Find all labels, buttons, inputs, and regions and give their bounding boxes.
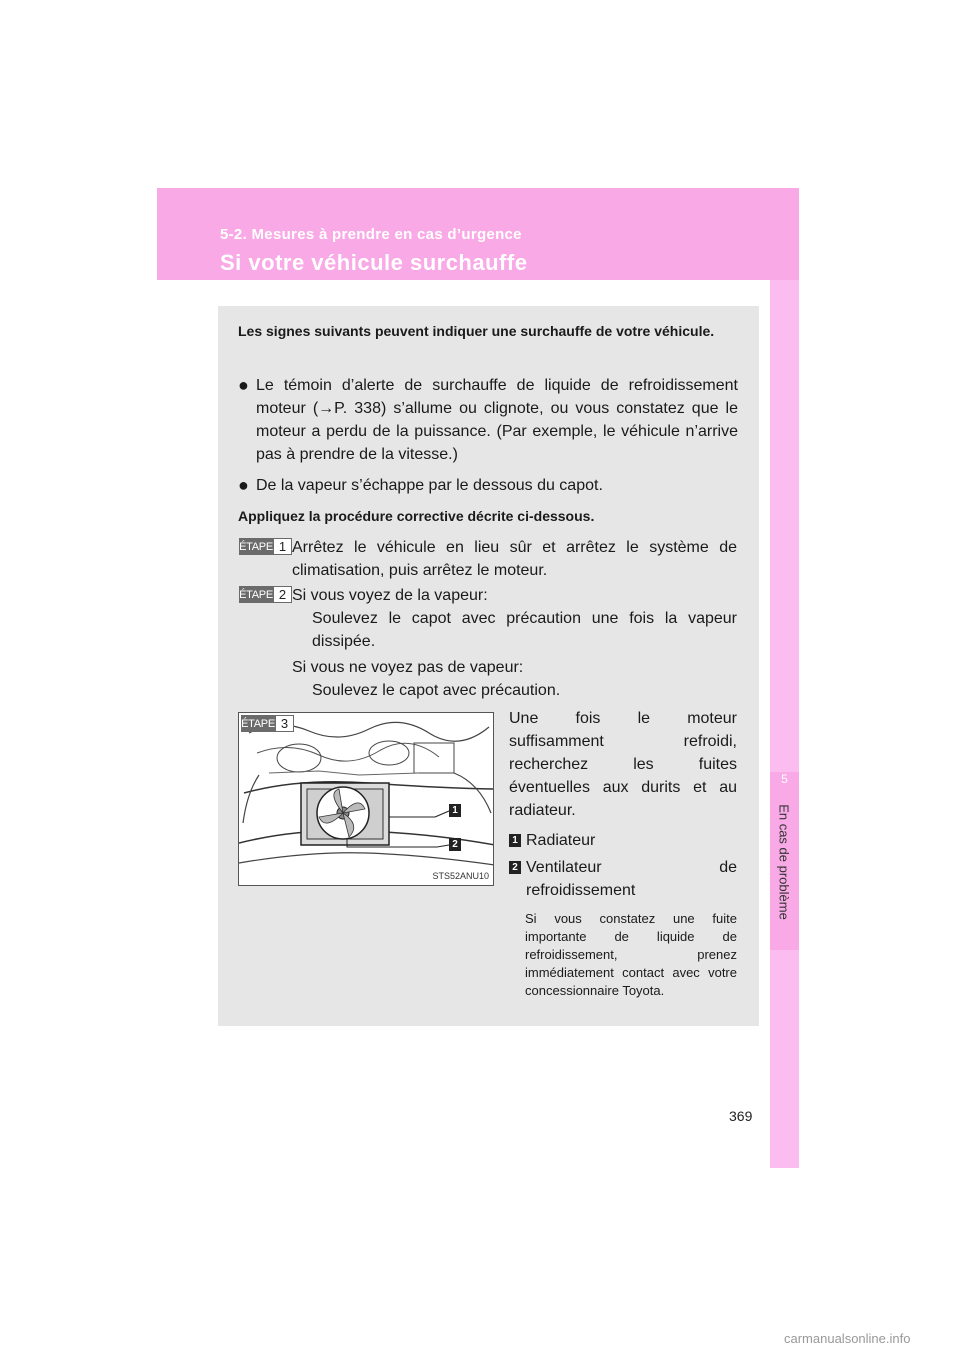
page-title: Si votre véhicule surchauffe [220,250,528,275]
step-2-sub1: Soulevez le capot avec précaution une fois la vapeur dissipée. [312,610,737,650]
intro-text: Les signes suivants peuvent indiquer une surchauffe de votre véhicule. [238,323,715,339]
engine-figure [238,712,494,886]
callout-1: 1 [449,804,461,817]
step-2-text2: Si vous ne voyez pas de vapeur: [292,659,524,676]
page-number: 369 [729,1108,753,1124]
chapter-side-tab [770,280,799,1168]
bullet-text: De la vapeur s’échappe par le dessous du capot. [256,477,603,494]
callout-badge-2: 2 [509,861,521,874]
step-2-sub2: Soulevez le capot avec précaution. [312,682,561,699]
step-label: ÉTAPE [239,538,273,555]
chapter-number: 5 [781,772,788,786]
watermark: carmanualsonline.info [784,1331,911,1346]
callout-label-1: Radiateur [526,832,596,849]
step-number: 3 [275,715,294,732]
step-label: ÉTAPE [241,715,275,732]
callout-badge-1: 1 [509,834,521,847]
list-item [238,374,738,466]
list-item [238,474,738,497]
step-badge [239,586,292,603]
step-label: ÉTAPE [239,586,273,603]
callout-label-2: Ventilateur de refroidissement [526,859,737,899]
step-1-text: Arrêtez le véhicule en lieu sûr et arrêtez le système de climatisation, puis arrêtez le moteur. [292,539,737,579]
step-badge [239,538,292,555]
apply-text: Appliquez la procédure corrective décrite ci-dessous. [238,508,595,524]
step-3-text: Une fois le moteur suffisamment refroidi, recherchez les fuites éventuelles aux durits et au radiateur. [509,710,737,819]
chapter-title: En cas de problème [776,804,792,920]
step-badge [241,715,294,732]
note-text: Si vous constatez une fuite importante de liquide de refroidissement, prenez immédiatement contact avec votre concessionnaire Toyota. [525,911,737,998]
step-number: 1 [273,538,292,555]
bullet-icon: ● [238,375,249,395]
section-label: 5-2. Mesures à prendre en cas d’urgence [220,226,522,243]
callout-2: 2 [449,838,461,851]
bullet-text: Le témoin d’alerte de surchauffe de liquide de refroidissement moteur (→P. 338) s’allume ou clignote, ou vous constatez que le moteur a perdu de la puissance. (Par exemple, le véhicule n’arrive pas à prendre de la vitesse.) [256,377,738,463]
step-number: 2 [273,586,292,603]
figure-code: STS52ANU10 [432,871,489,881]
step-2-text: Si vous voyez de la vapeur: [292,587,488,604]
bullet-icon: ● [238,475,249,495]
engine-illustration [239,713,494,886]
